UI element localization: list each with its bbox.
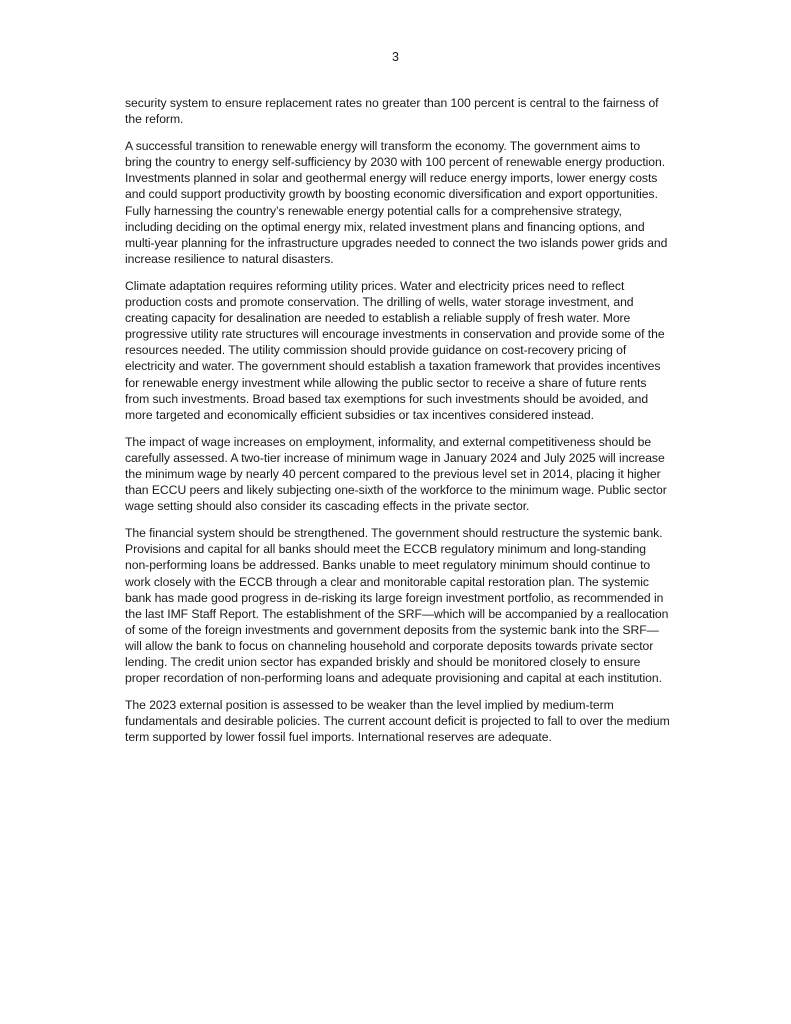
page-number: 3 bbox=[392, 50, 399, 64]
body-text bbox=[125, 95, 670, 756]
paragraph-financial-system: The financial system should be strengthened. The government should restructure the systemic bank. Provisions and capital for all banks should meet the ECCB regulatory minimum and long-standing non-performing loans be addressed. Banks unable to meet regulatory minimum should continue to work closely with the ECCB through a clear and monitorable capital restoration plan. The systemic bank has made good progress in de-risking its large foreign investment portfolio, as recommended in the last IMF Staff Report. The establishment of the SRF—which will be accompanied by a reallocation of some of the foreign investments and government deposits from the systemic bank into the SRF—will allow the bank to focus on channeling household and corporate deposits towards private sector lending. The credit union sector has expanded briskly and should be monitored closely to ensure proper recordation of non-performing loans and adequate provisioning and capital at each institution. bbox=[125, 526, 669, 686]
paragraph-climate-adaptation: Climate adaptation requires reforming utility prices. Water and electricity prices need to reflect production costs and promote conservation. The drilling of wells, water storage investment, and creating capacity for desalination are needed to establish a reliable supply of fresh water. More progressive utility rate structures will encourage investments in conservation and provide some of the resources needed. The utility commission should provide guidance on cost-recovery pricing of electricity and water. The government should establish a taxation framework that provides incentives for renewable energy investment while allowing the public sector to receive a share of future rents from such investments. Broad based tax exemptions for such investments should be avoided, and more targeted and economically efficient subsidies or tax incentives considered instead. bbox=[125, 278, 665, 422]
paragraph-renewable-energy: A successful transition to renewable energy will transform the economy. The government aims to bring the country to energy self-sufficiency by 2030 with 100 percent of renewable energy production. Investments planned in solar and geothermal energy will reduce energy imports, lower energy costs and could support productivity growth by boosting economic diversification and export opportunities. Fully harnessing the country’s renewable energy potential calls for a comprehensive strategy, including deciding on the optimal energy mix, related investment plans and financing options, and multi-year planning for the infrastructure upgrades needed to connect the two islands power grids and increase resilience to natural disasters. bbox=[125, 139, 668, 266]
paragraph-minimum-wage: The impact of wage increases on employment, informality, and external competitiveness should be carefully assessed. A two-tier increase of minimum wage in January 2024 and July 2025 will increase the minimum wage by nearly 40 percent compared to the previous level set in 2014, placing it higher than ECCU peers and likely subjecting one-sixth of the workforce to the minimum wage. Public sector wage setting should also consider its cascading effects in the private sector. bbox=[125, 434, 667, 514]
paragraph-social-security-continuation: security system to ensure replacement rates no greater than 100 percent is central to the fairness of the reform. bbox=[125, 96, 659, 127]
paragraph-external-position: The 2023 external position is assessed to be weaker than the level implied by medium-term fundamentals and desirable policies. The current account deficit is projected to fall to over the medium term supported by lower fossil fuel imports. International reserves are adequate. bbox=[125, 698, 670, 745]
